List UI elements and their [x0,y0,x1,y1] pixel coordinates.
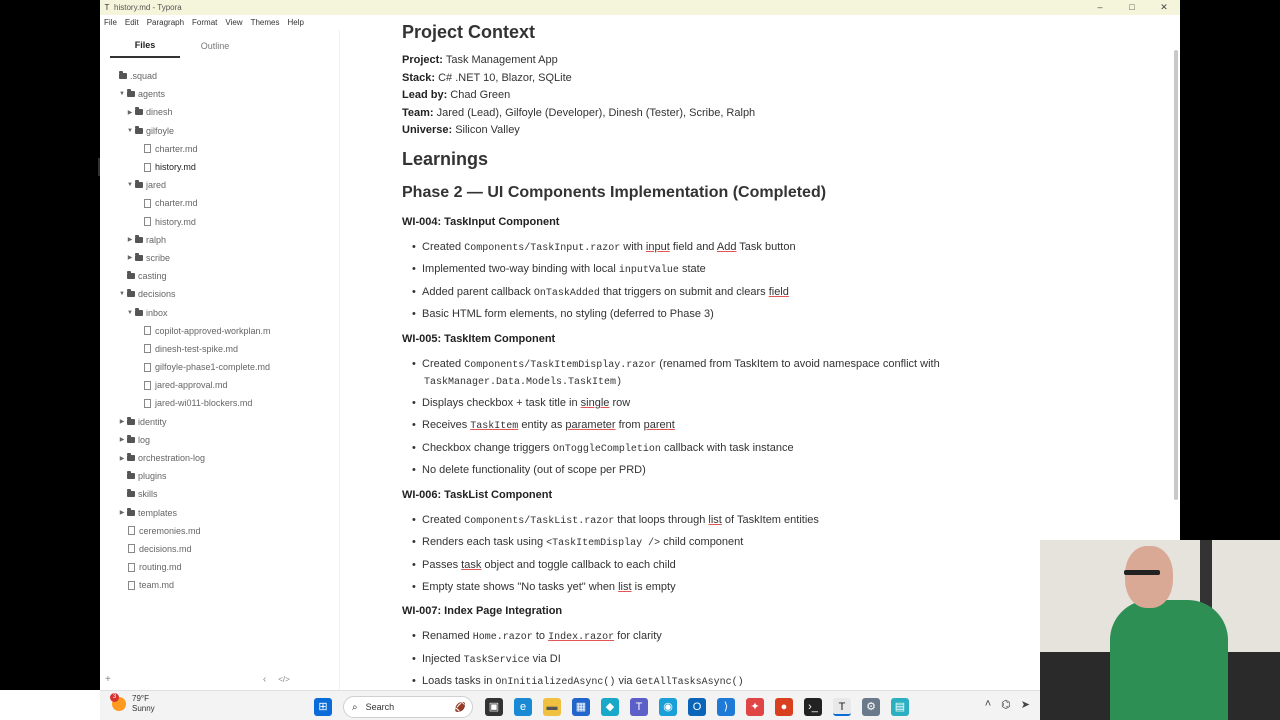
tree-item-label: history.md [155,216,196,227]
list-item: • Loads tasks in OnInitializedAsync() via GetAllTasksAsync() [412,675,744,688]
recorder-icon[interactable]: ● [775,698,793,716]
menu-file[interactable]: File [104,18,117,27]
store-icon[interactable]: ▦ [572,698,590,716]
tree-item-label: ceremonies.md [139,525,201,536]
tree-item-label: charter.md [155,198,198,209]
list-item: • Injected TaskService via DI [412,653,561,666]
tree-item-label: .squad [130,71,158,82]
system-tray [975,698,1030,711]
heading-wi004: WI-004: TaskInput Component [402,216,560,228]
tree-file[interactable] [100,558,340,576]
tree-folder[interactable] [100,176,340,194]
file-icon [144,344,151,353]
copilot-icon[interactable]: ✦ [746,698,764,716]
tree-item-label: skills [138,489,158,500]
tree-item-label: decisions [138,289,176,300]
editor-pane[interactable] [402,15,1102,690]
notepad-icon[interactable]: ▤ [891,698,909,716]
folder-icon [127,91,135,97]
menu-edit[interactable]: Edit [124,18,139,27]
app-icon[interactable]: ◆ [601,698,619,716]
presenter-glasses [1124,570,1160,575]
chevron-right-icon[interactable]: ▶ [127,255,133,262]
tree-item-label: team.md [139,580,175,591]
list-item: • Renamed Home.razor to Index.razor for clarity [412,630,662,643]
folder-icon [127,419,135,425]
tree-item-label: log [138,434,151,445]
file-icon [128,563,135,572]
folder-icon [135,109,143,115]
tree-file[interactable] [98,158,340,176]
file-icon [144,326,151,335]
chevron-right-icon[interactable]: ▶ [119,510,125,517]
tree-item-label: routing.md [139,562,182,573]
file-icon [144,217,151,226]
menu-help[interactable]: Help [287,18,304,27]
list-item: • Passes task object and toggle callback to each child [412,559,676,571]
chevron-up-icon[interactable]: ˄ [984,698,992,710]
file-icon [144,399,151,408]
list-item: • Renders each task using <TaskItemDisplay /> child component [412,536,744,549]
right-screen-border [1180,0,1280,540]
chevron-right-icon[interactable]: ▶ [119,455,125,462]
left-screen-border [0,0,100,690]
chevron-right-icon[interactable]: ▶ [127,109,133,116]
editor-scrollbar[interactable] [1172,50,1180,600]
meta-stack: Stack: C# .NET 10, Blazor, SQLite [402,72,572,84]
network-icon[interactable]: ⌬ [1001,699,1011,711]
chevron-right-icon[interactable]: ▶ [119,419,125,426]
folder-icon [127,273,135,279]
tree-file[interactable] [100,340,340,358]
tree-folder[interactable] [100,267,340,285]
tree-item-label: identity [138,416,167,427]
edge-icon[interactable]: e [514,698,532,716]
list-item: • Created Components/TaskItemDisplay.razor (renamed from TaskItem to avoid namespace conflict with [412,358,940,371]
menu-view[interactable]: View [225,18,243,27]
list-item: • Created Components/TaskInput.razor with input field and Add Task button [412,241,796,254]
folder-icon [127,437,135,443]
collapse-sidebar-button[interactable]: ‹ [262,673,267,685]
list-item: • Receives TaskItem entity as parameter from parent [412,419,675,432]
tree-item-label: ralph [146,234,167,245]
list-item: • No delete functionality (out of scope per PRD) [412,464,646,476]
sun-icon [112,694,126,711]
maximize-button[interactable]: □ [1129,2,1135,12]
file-icon [144,199,151,208]
file-icon [144,163,151,172]
windows-start-icon[interactable]: ⊞ [314,698,332,716]
list-item-continuation: TaskManager.Data.Models.TaskItem) [424,377,623,388]
tree-file[interactable] [100,140,340,158]
window-title: history.md - Typora [114,3,182,12]
tree-item-label: scribe [146,252,171,263]
list-item: • Basic HTML form elements, no styling (deferred to Phase 3) [412,308,714,320]
tree-item-label: charter.md [155,143,198,154]
heading-wi005: WI-005: TaskItem Component [402,333,556,345]
scrollbar-thumb[interactable] [1174,50,1178,500]
typora-app-icon: T [104,3,110,12]
source-mode-button[interactable]: </> [278,674,290,684]
tree-folder[interactable] [100,103,340,121]
heading-project-context: Project Context [402,22,536,42]
weather-widget[interactable] [112,694,155,714]
tree-file[interactable] [100,376,340,394]
tree-item-label: jared-approval.md [155,380,228,391]
folder-icon [135,182,143,188]
folder-icon [135,237,143,243]
presenter-head [1125,546,1173,608]
chevron-right-icon[interactable]: ▶ [127,237,133,244]
file-tree [100,67,340,594]
tree-folder[interactable] [100,485,340,503]
tree-file[interactable] [100,194,340,212]
tree-file[interactable] [100,540,340,558]
tree-folder[interactable] [100,303,340,321]
typora-taskbar-icon[interactable]: T [833,698,851,716]
presenter-shirt [1110,600,1228,720]
tree-folder[interactable] [100,467,340,485]
heading-phase2: Phase 2 — UI Components Implementation (Completed) [402,184,827,201]
file-icon [128,544,135,553]
file-icon [128,581,135,590]
chevron-down-icon[interactable]: ▼ [119,291,125,298]
list-item: • Added parent callback OnTaskAdded that triggers on submit and clears field [412,286,789,299]
tree-item-label: casting [138,271,167,282]
meta-lead: Lead by: Chad Green [402,89,511,101]
weather-condition: Sunny [132,704,155,713]
tree-file[interactable] [100,322,340,340]
search-highlight-icon: 🏈 [454,701,466,712]
tree-item-label: jared-wi011-blockers.md [155,398,253,409]
tab-outline[interactable]: Outline [200,41,230,51]
heading-wi006: WI-006: TaskList Component [402,489,553,501]
list-item: • Created Components/TaskList.razor that loops through list of TaskItem entities [412,514,819,527]
tree-item-label: copilot-approved-workplan.m [155,325,271,336]
weather-temp: 79°F [132,694,149,703]
tree-item-label: jared [146,180,167,191]
tree-file[interactable] [100,576,340,594]
tree-item-label: decisions.md [139,543,192,554]
tree-item-label: agents [138,89,166,100]
tree-item-label: inbox [146,307,168,318]
notification-badge: 3 [110,693,119,702]
add-file-button[interactable]: + [105,673,111,685]
browser-icon[interactable]: ◉ [659,698,677,716]
tree-item-label: orchestration-log [138,453,206,464]
tree-item-label: templates [138,507,178,518]
file-explorer-icon[interactable]: ▬ [543,698,561,716]
list-item: • Displays checkbox + task title in single row [412,397,631,409]
file-icon [128,526,135,535]
tree-folder[interactable] [100,231,340,249]
tree-folder[interactable] [100,431,340,449]
list-item: • Checkbox change triggers OnToggleCompletion callback with task instance [412,442,794,455]
task-view-icon[interactable]: ▣ [485,698,503,716]
file-icon [144,363,151,372]
tree-folder[interactable] [100,122,340,140]
windows-taskbar [100,690,1040,720]
chevron-down-icon[interactable]: ▼ [127,127,133,134]
menu-format[interactable]: Format [192,18,218,27]
teams-icon[interactable]: T [630,698,648,716]
tree-item-label: gilfoyle [146,125,175,136]
tree-folder[interactable] [100,67,340,85]
tree-folder[interactable] [100,504,340,522]
webcam-overlay [1040,540,1280,720]
minimize-button[interactable]: – [1097,2,1103,12]
file-icon [144,381,151,390]
tree-item-label: history.md [155,162,196,173]
chevron-down-icon[interactable]: ▼ [127,182,133,189]
tree-folder[interactable] [100,285,340,303]
list-item: • Empty state shows "No tasks yet" when list is empty [412,581,676,593]
tree-item-label: dinesh-test-spike.md [155,343,239,354]
folder-icon [127,510,135,516]
folder-icon [135,310,143,316]
taskbar-search[interactable] [343,696,473,718]
tree-folder[interactable] [100,85,340,103]
tree-folder[interactable] [100,449,340,467]
tree-file[interactable] [100,358,340,376]
tree-item-label: dinesh [146,107,173,118]
menu-themes[interactable]: Themes [250,18,280,27]
settings-icon[interactable]: ⚙ [862,698,880,716]
heading-learnings: Learnings [402,149,489,169]
meta-universe: Universe: Silicon Valley [402,124,520,136]
chevron-down-icon[interactable]: ▼ [119,91,125,98]
tree-item-label: gilfoyle-phase1-complete.md [155,362,271,373]
vscode-icon[interactable]: ⟩ [717,698,735,716]
folder-icon [127,473,135,479]
folder-icon [127,291,135,297]
folder-icon [127,491,135,497]
tree-file[interactable] [100,394,340,412]
terminal-icon[interactable]: ›_ [804,698,822,716]
menu-paragraph[interactable]: Paragraph [146,18,185,27]
folder-icon [135,255,143,261]
tab-files[interactable]: Files [110,34,180,58]
search-label: Search [365,702,395,712]
title-bar [100,0,1180,15]
list-item: • Implemented two-way binding with local inputValue state [412,263,706,276]
tree-item-label: plugins [138,471,167,482]
search-icon: ⌕ [352,701,358,713]
tree-folder[interactable] [100,413,340,431]
close-button[interactable]: ✕ [1160,2,1168,12]
typora-window [100,0,1180,690]
tree-file[interactable] [100,522,340,540]
meta-project: Project: Task Management App [402,54,558,66]
send-icon[interactable]: ➤ [1020,699,1030,711]
file-icon [144,144,151,153]
outlook-icon[interactable]: O [688,698,706,716]
tree-folder[interactable] [100,249,340,267]
heading-wi007: WI-007: Index Page Integration [402,605,563,617]
folder-icon [127,455,135,461]
tree-file[interactable] [100,213,340,231]
folder-icon [135,128,143,134]
chevron-down-icon[interactable]: ▼ [127,309,133,316]
file-sidebar [100,30,340,690]
folder-icon [119,73,127,79]
chevron-right-icon[interactable]: ▶ [119,437,125,444]
meta-team: Team: Jared (Lead), Gilfoyle (Developer), Dinesh (Tester), Scribe, Ralph [402,107,756,119]
